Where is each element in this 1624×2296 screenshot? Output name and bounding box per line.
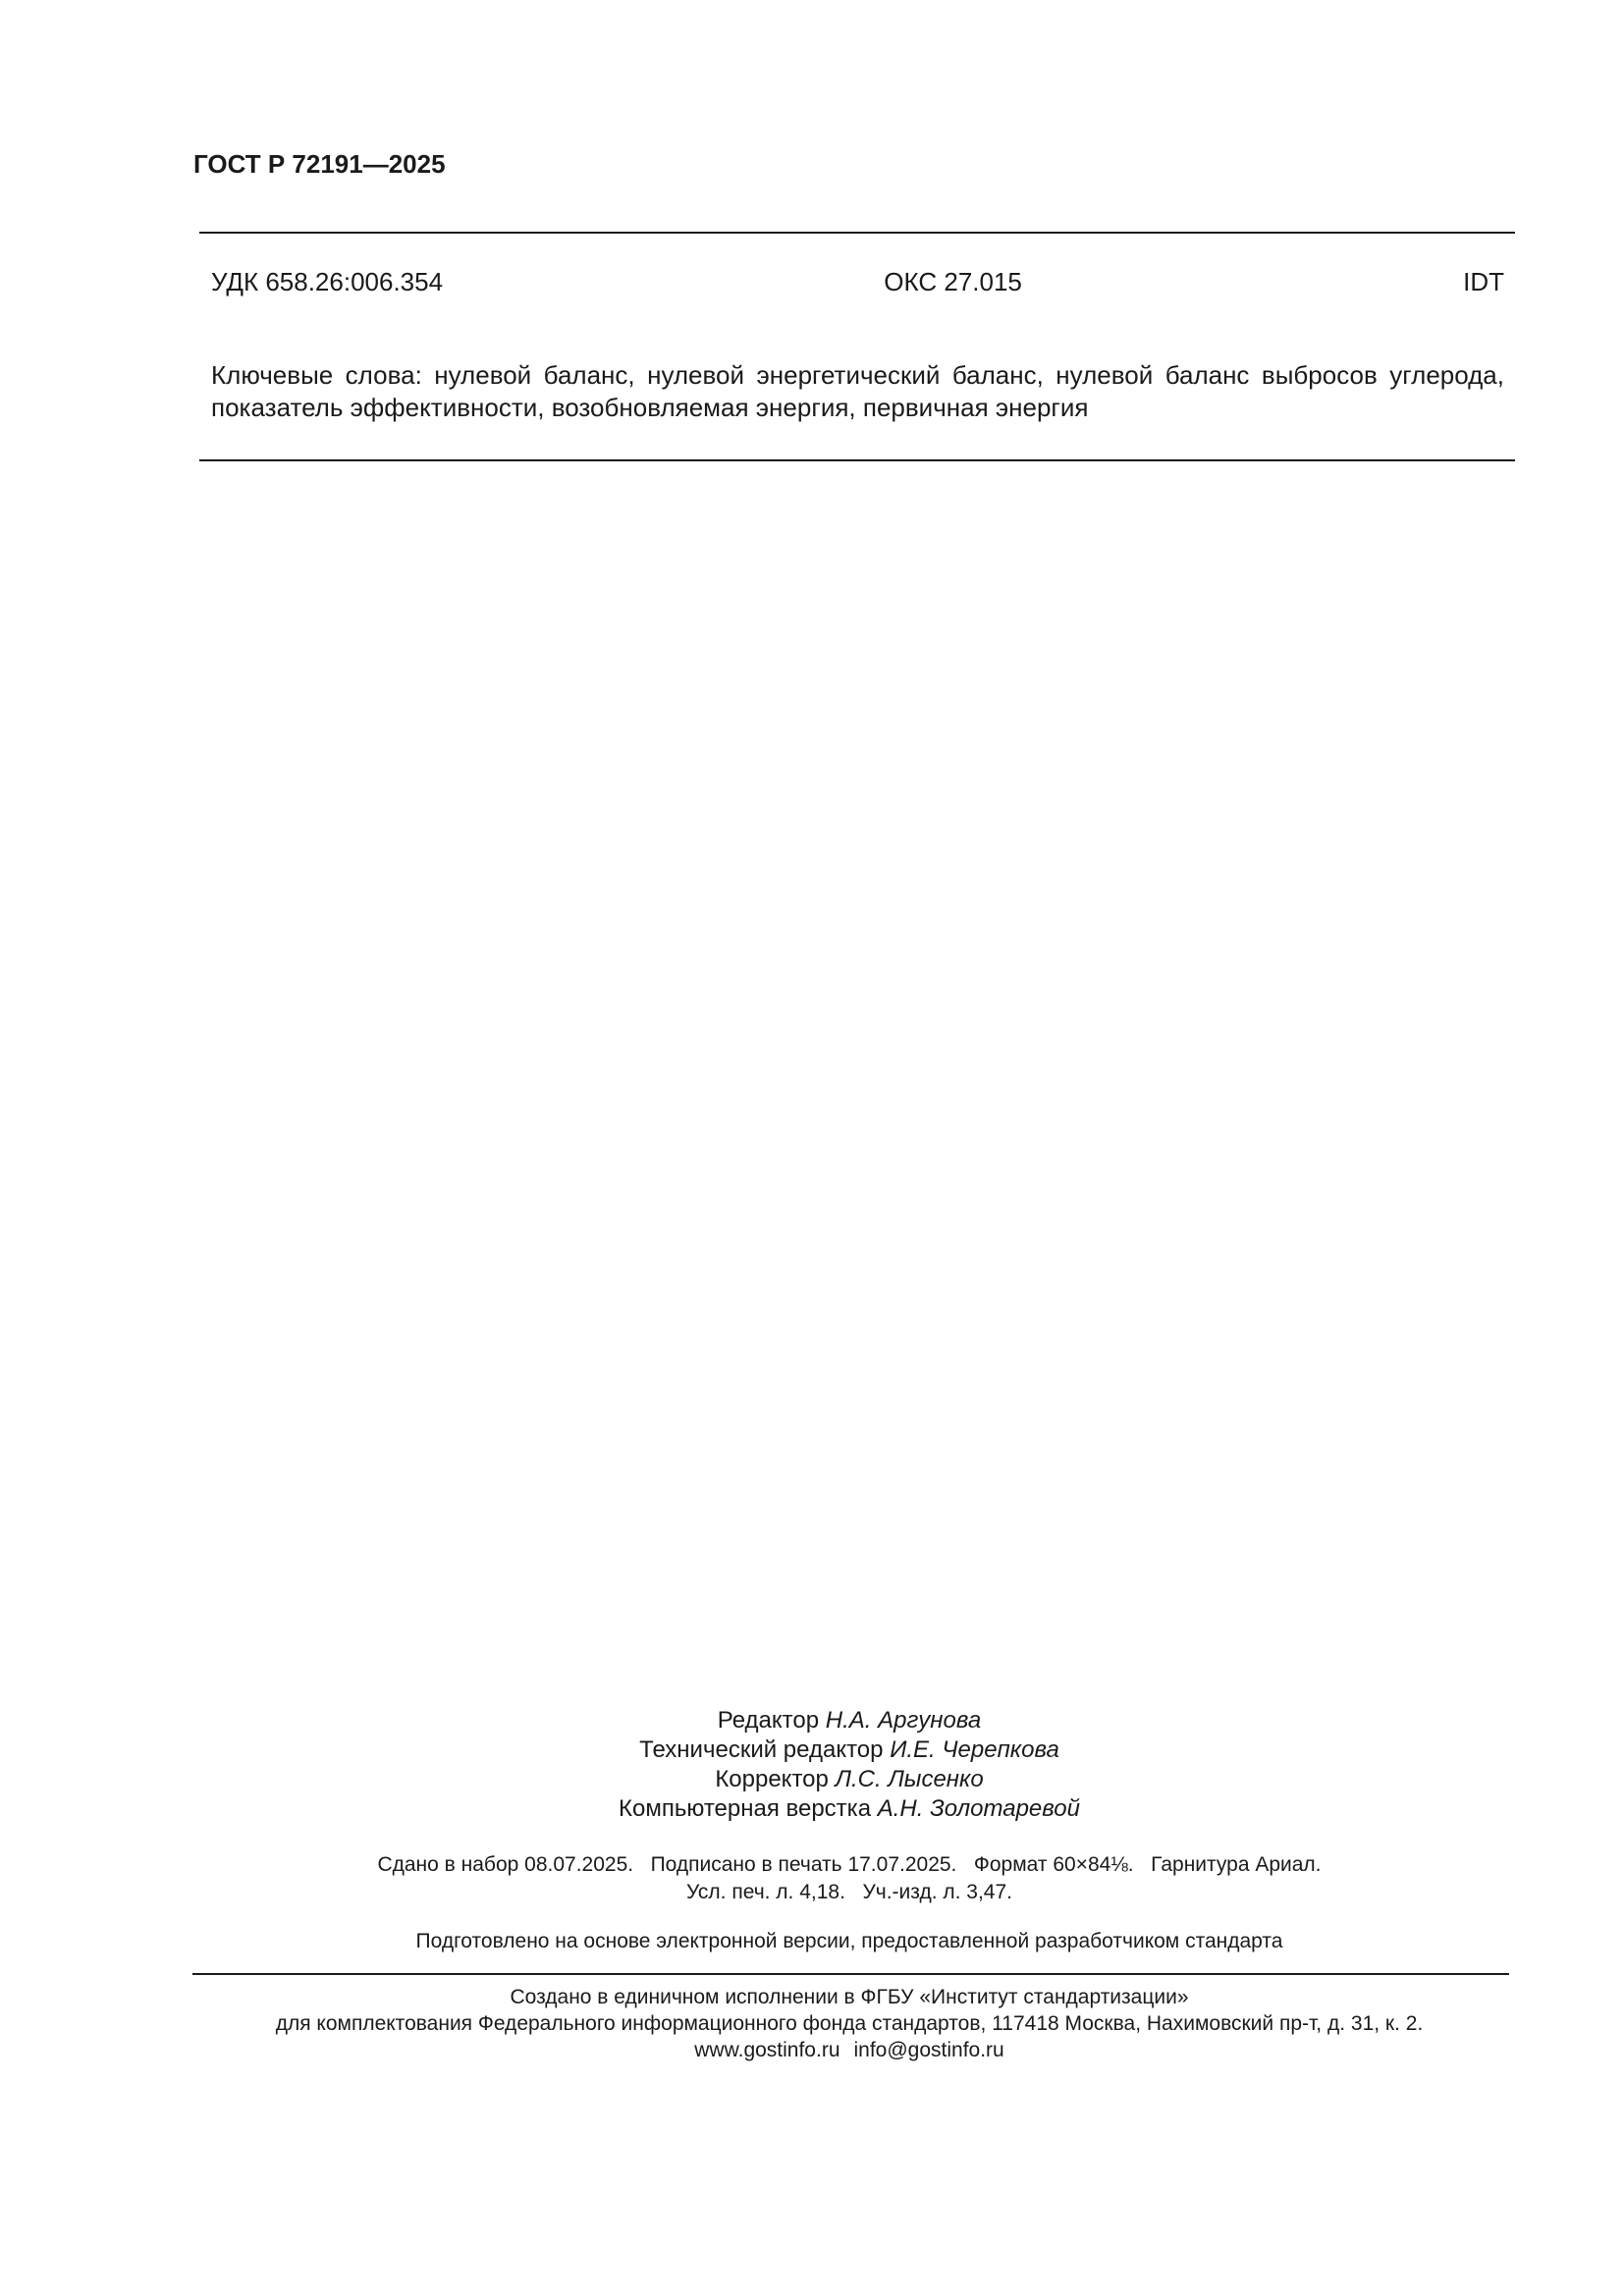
credit-name: И.Е. Черепкова	[890, 1736, 1059, 1763]
email-link[interactable]: info@gostinfo.ru	[853, 2039, 1004, 2061]
credit-name: Н.А. Аргунова	[825, 1707, 982, 1734]
print-info-line-1: Сдано в набор 08.07.2025. Подписано в печать 17.07.2025. Формат 60×84⅛. Гарнитура Ариал.	[377, 1853, 1322, 1876]
print-info	[0, 1851, 1624, 1906]
keywords-text: Ключевые слова: нулевой баланс, нулевой энергетический баланс, нулевой баланс выбросов углерода, показатель эффективности, возобновляемая энергия, первичная энергия	[211, 360, 1504, 422]
publisher-line-1: Создано в единичном исполнении в ФГБУ «Институт стандартизации»	[510, 1986, 1189, 2008]
classification-row	[211, 267, 1504, 298]
divider-middle	[199, 459, 1515, 461]
publisher-contacts	[0, 2037, 1624, 2063]
credit-name: А.Н. Золотаревой	[877, 1795, 1080, 1822]
publisher-info	[0, 1984, 1624, 2063]
credits-block	[0, 1706, 1624, 1824]
credit-editor	[0, 1706, 1624, 1735]
credit-role: Компьютерная верстка	[619, 1795, 872, 1822]
website-link[interactable]: www.gostinfo.ru	[694, 2039, 840, 2061]
document-code: ГОСТ Р 72191—2025	[193, 149, 446, 179]
equivalence-code: IDT	[1463, 267, 1504, 296]
print-info-line-2: Усл. печ. л. 4,18. Уч.-изд. л. 3,47.	[685, 1881, 1012, 1903]
credit-role: Редактор	[717, 1707, 820, 1734]
credit-role: Технический редактор	[639, 1736, 884, 1763]
credit-proofreader	[0, 1765, 1624, 1794]
divider-top	[199, 232, 1515, 234]
udk-code: УДК 658.26:006.354	[211, 267, 444, 296]
divider-bottom	[192, 1973, 1509, 1975]
credit-layout	[0, 1794, 1624, 1824]
credit-technical-editor	[0, 1735, 1624, 1765]
oks-code: ОКС 27.015	[884, 267, 1022, 296]
prepared-note: Подготовлено на основе электронной версии, предоставленной разработчиком стандарта	[415, 1930, 1283, 1952]
publisher-line-2: для комплектования Федерального информационного фонда стандартов, 117418 Москва, Нахимовский пр-т, д. 31, к. 2.	[275, 2012, 1424, 2035]
credit-name: Л.С. Лысенко	[835, 1766, 984, 1792]
credit-role: Корректор	[715, 1766, 829, 1792]
